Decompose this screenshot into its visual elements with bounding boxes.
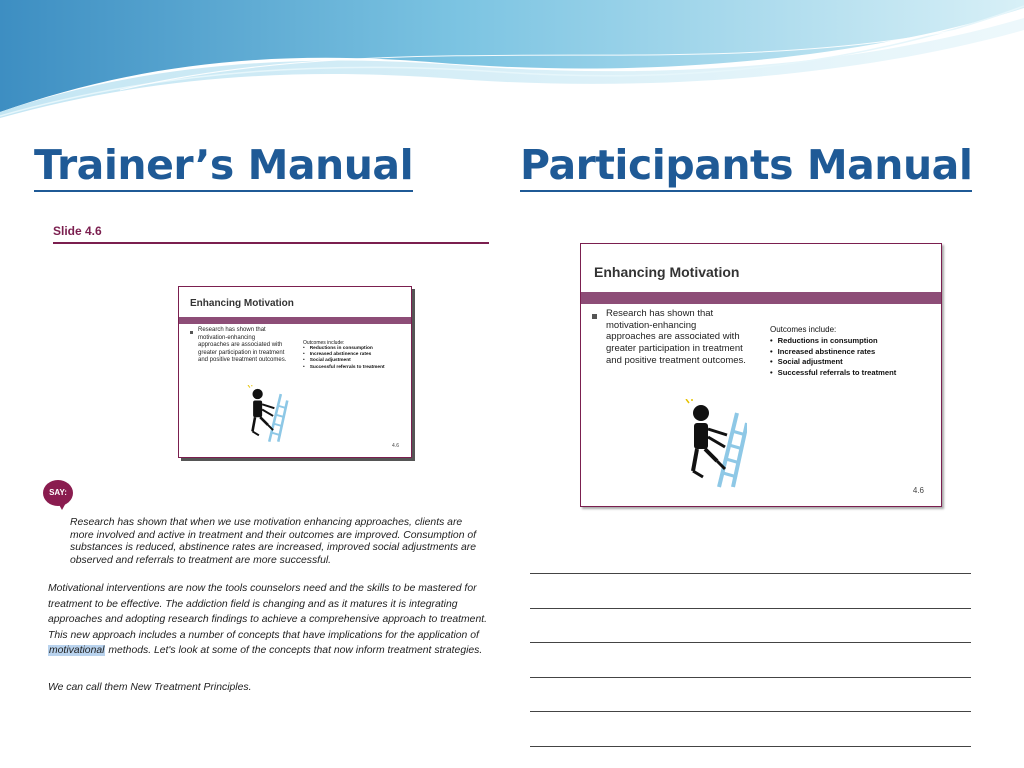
participant-manual-page (528, 222, 983, 768)
outcome-item: • Social adjustment (770, 357, 896, 368)
outcome-item: • Successful referrals to treatment (303, 365, 385, 371)
trainer-paragraph: We can call them New Treatment Principles. (48, 682, 252, 693)
slide-title: Enhancing Motivation (594, 264, 740, 280)
note-writing-line (530, 711, 971, 712)
slide-bullet-text: Research has shown that motivation-enhancing approaches are associated with greater participation in treatment and positive treatment outcomes. (198, 327, 287, 364)
outcome-item: • Increased abstinence rates (303, 352, 385, 358)
outcomes-list (770, 336, 896, 378)
slide-number: 4.6 (912, 486, 924, 495)
note-writing-line (530, 642, 971, 643)
note-writing-line (530, 746, 971, 747)
heading-underline (520, 190, 972, 192)
say-paragraph: Research has shown that when we use motivation enhancing approaches, clients are more involved and active in treatment and their outcomes are improved. Consumption of substances is reduced, abstinence rates are increased, improved social adjustments are observed and referrals to treatment are more successful. (70, 517, 477, 567)
say-badge-icon: SAY: (43, 480, 73, 506)
slide-bullet-text: Research has shown that motivation-enhancing approaches are associated with greater participation in treatment and positive treatment outcomes. (606, 308, 746, 366)
participants-manual-heading (520, 142, 972, 189)
bullet-marker-icon (190, 331, 193, 334)
say-badge-tail (57, 501, 67, 510)
paragraph-text: Motivational interventions are now the tools counselors need and the skills to be mastered for treatment to be effective. The addiction field is changing and as it matures it is integrating approaches and adopting research findings to achieve a comprehensive approach to treatment. This new approach includes a number of concepts that have implications for the application of (48, 583, 487, 641)
note-writing-line (530, 573, 971, 574)
trainer-paragraph (48, 581, 488, 659)
outcomes-list (303, 346, 385, 371)
trainers-manual-heading-text: Trainer’s Manual (34, 141, 414, 189)
slide-thumbnail (580, 243, 942, 507)
outcome-item: • Reductions in consumption (303, 346, 385, 352)
slide-title-bar (179, 317, 411, 324)
stick-figure-climbing-ladder-icon (681, 399, 747, 489)
trainer-manual-page (40, 215, 502, 768)
bullet-marker-icon (592, 314, 597, 319)
outcomes-header: Outcomes include: (770, 325, 837, 334)
slide-thumbnail (178, 286, 412, 458)
note-writing-line (530, 608, 971, 609)
note-writing-line (530, 677, 971, 678)
outcome-item: • Reductions in consumption (770, 336, 896, 347)
wave-banner (0, 0, 1024, 120)
slide-title-bar (581, 292, 941, 304)
heading-underline (34, 190, 413, 192)
slide-title: Enhancing Motivation (190, 298, 294, 309)
outcome-item: • Successful referrals to treatment (770, 368, 896, 379)
stick-figure-climbing-ladder-icon (243, 385, 289, 443)
slide-label-rule (53, 242, 489, 244)
paragraph-text: methods. Let's look at some of the concepts that now inform treatment strategies. (105, 645, 483, 657)
slide-number: 4.6 (392, 443, 399, 449)
outcome-item: • Social adjustment (303, 358, 385, 364)
trainers-manual-heading (34, 142, 413, 189)
participants-manual-heading-text: Participants Manual (520, 141, 973, 189)
highlighted-word: motivational (49, 645, 105, 657)
outcome-item: • Increased abstinence rates (770, 347, 896, 358)
slide-label: Slide 4.6 (53, 224, 102, 238)
outcomes-header: Outcomes include: (303, 340, 345, 346)
